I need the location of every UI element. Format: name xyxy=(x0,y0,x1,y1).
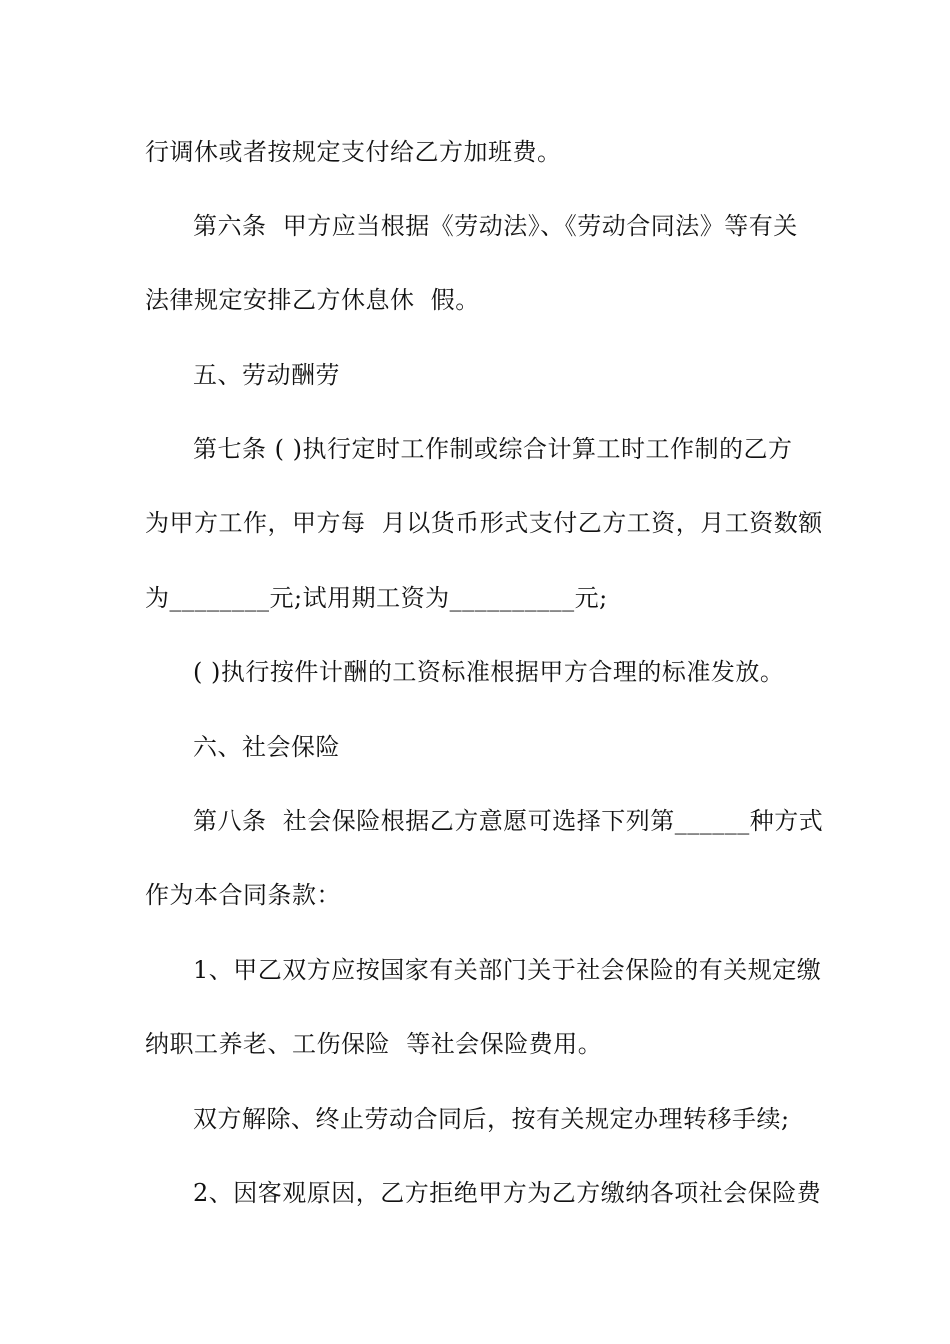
section-heading-social-insurance: 六、社会保险 xyxy=(193,733,340,761)
text-line-14: 双方解除、终止劳动合同后，按有关规定办理转移手续; xyxy=(193,1105,790,1133)
text-line-6: 为甲方工作，甲方每 月以货币形式支付乙方工资，月工资数额 xyxy=(145,509,823,537)
text-line-5: 第七条 ( )执行定时工作制或综合计算工时工作制的乙方 xyxy=(193,435,793,463)
text-line-3: 法律规定安排乙方休息休 假。 xyxy=(145,286,480,314)
text-line-12: 1、甲乙双方应按国家有关部门关于社会保险的有关规定缴 xyxy=(193,956,822,984)
text-line-11: 作为本合同条款： xyxy=(145,881,341,909)
text-line-15: 2、因客观原因，乙方拒绝甲方为乙方缴纳各项社会保险费 xyxy=(193,1179,822,1207)
text-line-2: 第六条 甲方应当根据《劳动法》、《劳动合同法》等有关 xyxy=(193,212,798,240)
section-heading-remuneration: 五、劳动酬劳 xyxy=(193,361,340,389)
text-line-13: 纳职工养老、工伤保险 等社会保险费用。 xyxy=(145,1030,603,1058)
text-line-7: 为________元;试用期工资为__________元; xyxy=(145,584,608,612)
text-line-1: 行调休或者按规定支付给乙方加班费。 xyxy=(145,138,562,166)
text-line-8: ( )执行按件计酬的工资标准根据甲方合理的标准发放。 xyxy=(193,658,785,686)
text-line-10: 第八条 社会保险根据乙方意愿可选择下列第______种方式 xyxy=(193,807,824,835)
